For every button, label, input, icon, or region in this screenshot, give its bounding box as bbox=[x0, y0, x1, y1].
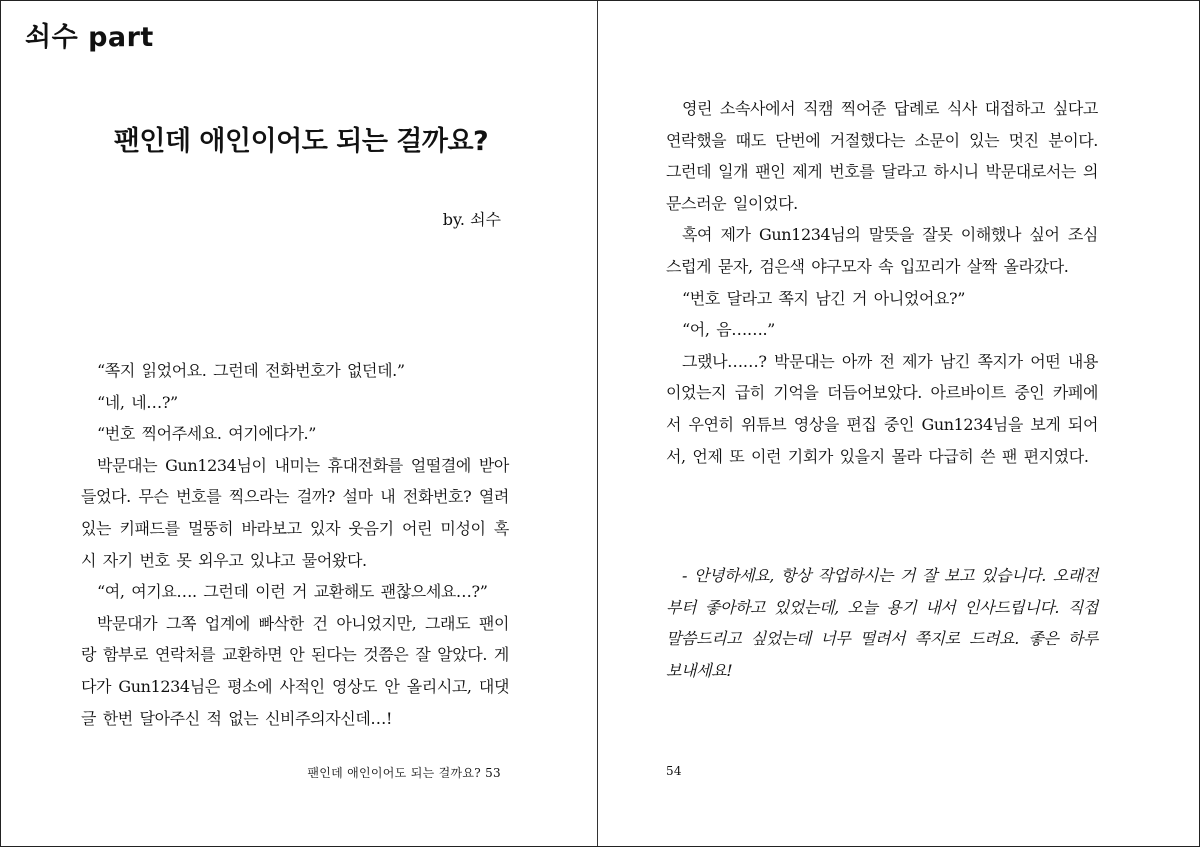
paragraph: “번호 달라고 쪽지 남긴 거 아니었어요?” bbox=[682, 288, 966, 308]
left-page-footer: 팬인데 애인이어도 되는 걸까요? 53 bbox=[307, 766, 501, 780]
paragraph: “네, 네…?” bbox=[97, 392, 178, 412]
fan-letter bbox=[666, 560, 1098, 686]
paragraph: 혹여 제가 Gun1234님의 말뜻을 잘못 이해했나 싶어 조심스럽게 묻자, 검은색 야구모자 속 입꼬리가 살짝 올라갔다. bbox=[666, 225, 1098, 276]
paragraph: “어, 음…….” bbox=[682, 320, 775, 340]
paragraph: 박문대는 Gun1234님이 내미는 휴대전화를 얼떨결에 받아들었다. 무슨 번호를 찍으라는 걸까? 설마 내 전화번호? 열려있는 키패드를 멀뚱히 바라보고 있자 웃음기 어린 미성이 혹시 자기 번호 못 외우고 있냐고 물어왔다. bbox=[81, 455, 509, 570]
byline: by. 쇠수 bbox=[442, 210, 501, 229]
part-label: 쇠수 part bbox=[25, 22, 154, 53]
paragraph: “여, 여기요…. 그런데 이런 거 교환해도 괜찮으세요…?” bbox=[97, 582, 488, 602]
left-page-body bbox=[81, 355, 509, 734]
right-page-number: 54 bbox=[666, 764, 682, 778]
right-page bbox=[598, 1, 1199, 846]
paragraph: 영린 소속사에서 직캠 찍어준 답례로 식사 대접하고 싶다고 연락했을 때도 단번에 거절했다는 소문이 있는 멋진 분이다. 그런데 일개 팬인 제게 번호를 달라고 하시니 박문대로서는 의문스러운 일이었다. bbox=[666, 99, 1098, 213]
paragraph: 그랬나……? 박문대는 아까 전 제가 남긴 쪽지가 어떤 내용이었는지 급히 기억을 더듬어보았다. 아르바이트 중인 카페에서 우연히 위튜브 영상을 편집 중인 Gun1234님을 보게 되어서, 언제 또 이런 기회가 있을지 몰라 다급히 쓴 팬 편지였다. bbox=[666, 351, 1098, 466]
paragraph: 박문대가 그쪽 업계에 빠삭한 건 아니었지만, 그래도 팬이랑 함부로 연락처를 교환하면 안 된다는 것쯤은 잘 알았다. 게다가 Gun1234님은 평소에 사적인 영상도 안 올리시고, 대댓글 한번 달아주신 적 없는 신비주의자신데…! bbox=[81, 613, 509, 728]
fan-letter-text: - 안녕하세요, 항상 작업하시는 거 잘 보고 있습니다. 오래전부터 좋아하고 있었는데, 오늘 용기 내서 인사드립니다. 직접 말씀드리고 싶었는데 너무 떨려서 쪽지로 드려요. 좋은 하루 보내세요! bbox=[666, 566, 1098, 680]
paragraph: “번호 찍어주세요. 여기에다가.” bbox=[97, 424, 316, 444]
right-page-body bbox=[666, 93, 1098, 472]
story-title: 팬인데 애인이어도 되는 걸까요? bbox=[113, 126, 489, 157]
paragraph: “쪽지 읽었어요. 그런데 전화번호가 없던데.” bbox=[97, 361, 405, 380]
left-page bbox=[1, 1, 597, 846]
